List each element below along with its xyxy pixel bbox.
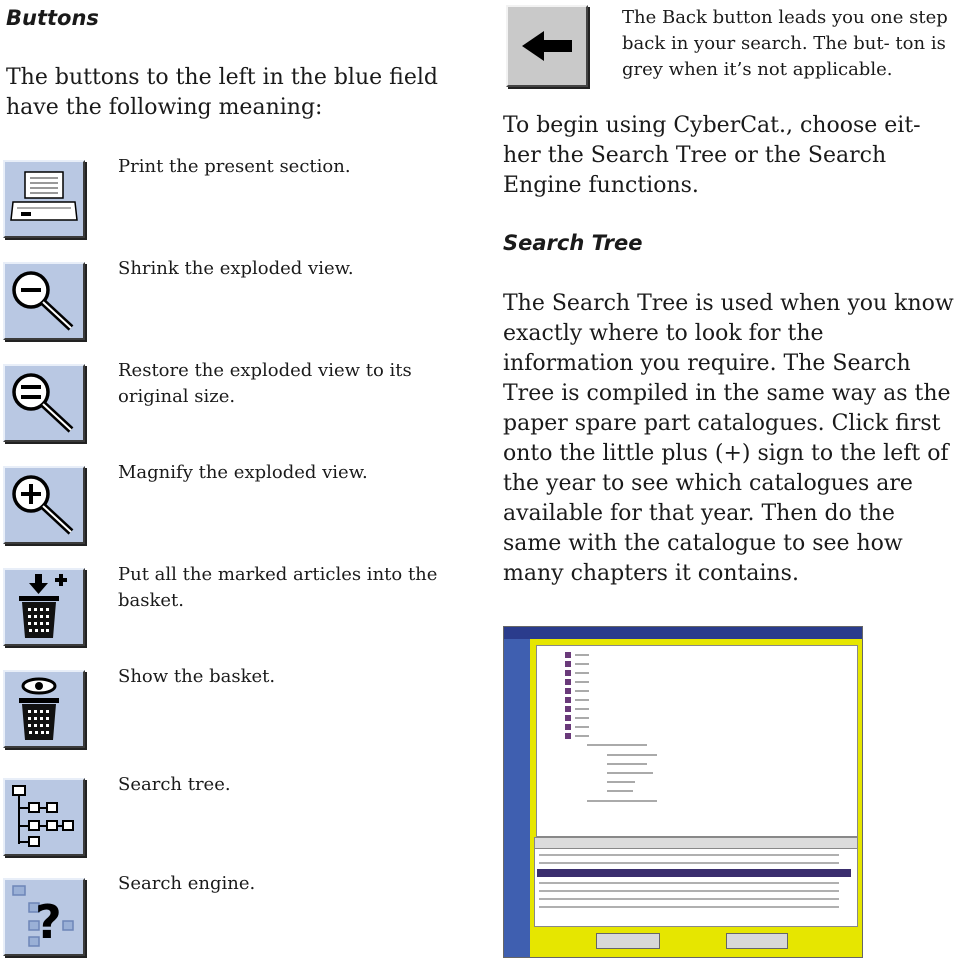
screenshot-button-left bbox=[596, 933, 660, 949]
show-basket-icon bbox=[5, 672, 83, 746]
show-basket-button[interactable] bbox=[3, 670, 85, 748]
search-tree-screenshot bbox=[503, 626, 863, 958]
add-to-basket-button[interactable] bbox=[3, 568, 85, 646]
screenshot-button-right bbox=[726, 933, 788, 949]
back-button-description: The Back button leads you one step back in your search. The but- ton is grey when it’s not applicable. bbox=[622, 7, 948, 80]
add-to-basket-icon bbox=[5, 570, 83, 644]
search-tree-icon bbox=[5, 780, 83, 854]
zoom-in-icon bbox=[5, 468, 83, 542]
show-basket-button-label: Show the basket. bbox=[118, 666, 276, 687]
svg-text:?: ? bbox=[35, 895, 62, 949]
screenshot-tree-panel bbox=[536, 645, 858, 837]
zoom-out-button[interactable] bbox=[3, 262, 85, 340]
add-to-basket-button-label: Put all the marked articles into the basket. bbox=[118, 564, 438, 611]
printer-icon bbox=[5, 162, 83, 236]
search-engine-button[interactable] bbox=[3, 878, 85, 956]
search-tree-button[interactable] bbox=[3, 778, 85, 856]
search-tree-button-label: Search tree. bbox=[118, 774, 231, 795]
zoom-in-button[interactable] bbox=[3, 466, 85, 544]
buttons-intro: The buttons to the left in the blue field have the following meaning: bbox=[6, 65, 438, 120]
printer-button[interactable] bbox=[3, 160, 85, 238]
back-arrow-icon bbox=[508, 7, 586, 85]
screenshot-titlebar bbox=[504, 627, 862, 639]
getting-started-text: To begin using CyberCat., choose eit- her the Search Tree or the Search Engine functions. bbox=[503, 113, 921, 198]
zoom-in-button-label: Magnify the exploded view. bbox=[118, 462, 368, 483]
zoom-reset-button-label: Restore the exploded view to its original size. bbox=[118, 360, 412, 407]
search-engine-button-label: Search engine. bbox=[118, 873, 256, 894]
printer-button-label: Print the present section. bbox=[118, 156, 351, 177]
zoom-reset-icon bbox=[5, 366, 83, 440]
screenshot-results-table bbox=[534, 837, 858, 927]
search-tree-heading: Search Tree bbox=[503, 231, 643, 255]
zoom-reset-button[interactable] bbox=[3, 364, 85, 442]
screenshot-button-panel bbox=[504, 639, 530, 957]
search-tree-paragraph: The Search Tree is used when you know exactly where to look for the information you require. The Search Tree is compiled in the same way as the paper spare part catalogues. Click first onto the little plus (+) sign to the left of the year to see which catalogues are available for that year. Then do the same with the catalogue to see how many chapters it contains. bbox=[503, 291, 954, 586]
zoom-out-button-label: Shrink the exploded view. bbox=[118, 258, 354, 279]
back-button[interactable] bbox=[506, 5, 588, 87]
search-engine-icon bbox=[5, 880, 83, 954]
zoom-out-icon bbox=[5, 264, 83, 338]
buttons-heading: Buttons bbox=[6, 6, 99, 30]
